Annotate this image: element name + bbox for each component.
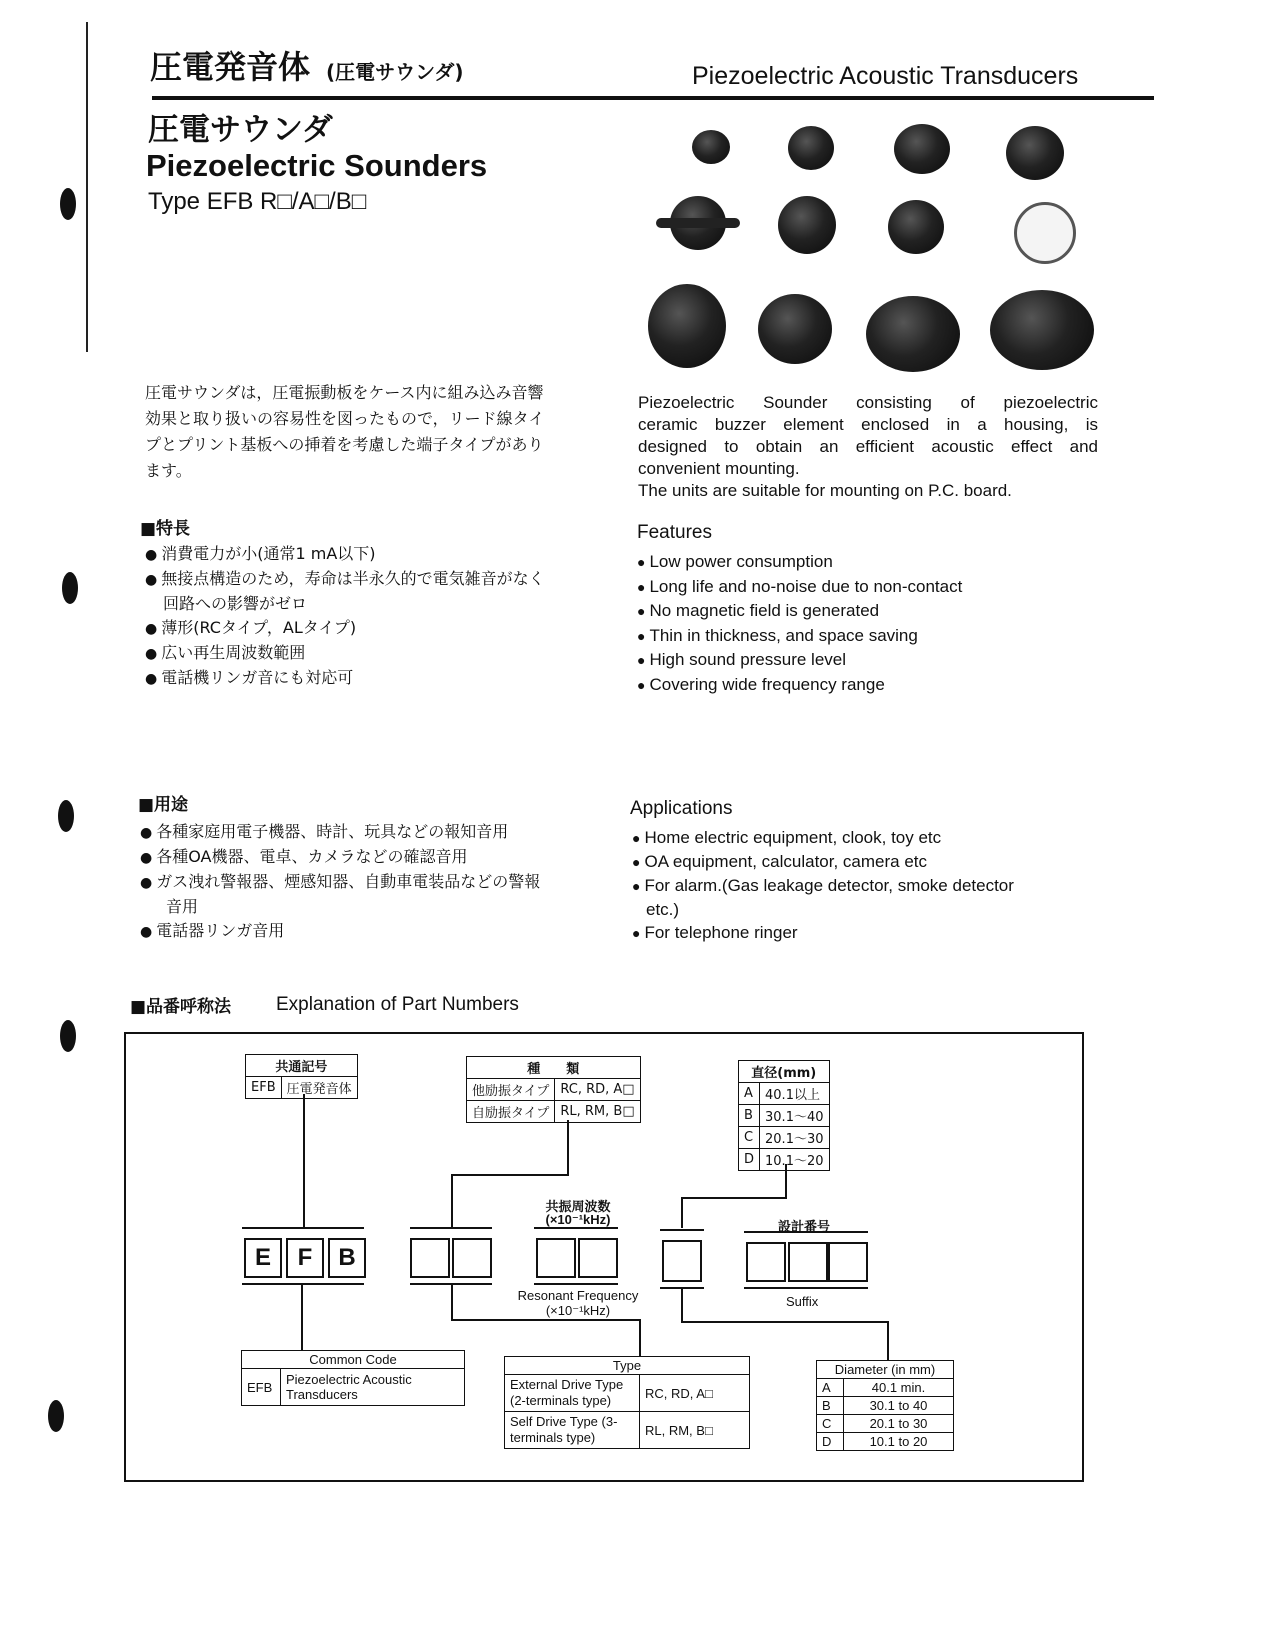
type-code-box [410, 1238, 450, 1278]
table-header: 種 類 [467, 1057, 641, 1079]
table-cell: 他励振タイプ [467, 1079, 555, 1101]
table-cell: 40.1以上 [760, 1083, 830, 1105]
list-item: ● ガス洩れ警報器、煙感知器、自動車電装品などの警報 [140, 870, 540, 895]
resonant-label-en: Resonant Frequency [517, 1288, 639, 1303]
table-cell: 30.1 to 40 [844, 1397, 954, 1415]
type-table-en [504, 1356, 750, 1449]
table-cell: 40.1 min. [844, 1379, 954, 1397]
list-item: ● For telephone ringer [632, 921, 1014, 945]
list-item: ● 電話器リンガ音用 [140, 919, 540, 944]
list-item: etc.) [646, 900, 680, 919]
list-item: ● 各種家庭用電子機器、時計、玩具などの報知音用 [140, 820, 540, 845]
table-cell: A [817, 1379, 844, 1397]
table-header: Common Code [242, 1351, 465, 1369]
resonant-unit-en: (×10⁻¹kHz) [545, 1303, 611, 1318]
type-code-box [452, 1238, 492, 1278]
table-cell: B [817, 1397, 844, 1415]
table-cell: D [739, 1149, 760, 1171]
features-heading-jp: ■特長 [140, 519, 191, 539]
list-item: ● Low power consumption [637, 550, 962, 575]
resonant-code-box [578, 1238, 618, 1278]
table-header: 直径(mm) [739, 1061, 830, 1083]
text-line: convenient mounting. [638, 459, 800, 478]
list-item: ● 消費電力が小(通常1 mA以下) [145, 542, 545, 567]
product-type: Type EFB R□/A□/B□ [148, 188, 367, 215]
suffix-code-box [788, 1242, 828, 1282]
table-cell: A [739, 1083, 760, 1105]
header-title-en: Piezoelectric Acoustic Transducers [692, 62, 1079, 90]
features-heading-en: Features [637, 522, 712, 543]
table-cell: RC, RD, A□ [640, 1375, 750, 1412]
table-cell: 10.1 to 20 [844, 1433, 954, 1451]
table-cell: 30.1～40 [760, 1105, 830, 1127]
table-cell: EFB [242, 1369, 281, 1406]
suffix-label-jp: 設計番号 [778, 1220, 831, 1235]
diameter-table-jp [738, 1060, 830, 1171]
table-cell: D [817, 1433, 844, 1451]
list-item: ● No magnetic field is generated [637, 599, 962, 624]
table-cell: 20.1 to 30 [844, 1415, 954, 1433]
header-title-jp-sub: (圧電サウンダ) [326, 60, 464, 84]
type-table-jp [466, 1056, 641, 1123]
table-header: Type [505, 1357, 750, 1375]
list-item: 音用 [166, 897, 199, 916]
text-line: ます。 [145, 461, 192, 480]
part-numbers-heading-jp: ■品番呼称法 [130, 997, 232, 1017]
resonant-unit: (×10⁻¹kHz) [545, 1212, 611, 1227]
list-item: 回路への影響がゼロ [163, 594, 308, 613]
table-cell: RL, RM, B□ [640, 1412, 750, 1449]
text-line: ceramic buzzer element enclosed in a housing, is [638, 415, 1098, 434]
table-cell: 10.1～20 [760, 1149, 830, 1171]
list-item: ● 電話機リンガ音にも対応可 [145, 666, 545, 691]
list-item: ● Thin in thickness, and space saving [637, 624, 962, 649]
code-letter-f: F [286, 1238, 324, 1278]
table-header: Diameter (in mm) [817, 1361, 954, 1379]
code-letter-e: E [244, 1238, 282, 1278]
common-code-table-jp [245, 1054, 358, 1099]
table-cell: Self Drive Type (3-terminals type) [505, 1412, 640, 1449]
resonant-label-jp: 共振周波数 [545, 1200, 611, 1215]
table-cell: 20.1～30 [760, 1127, 830, 1149]
diameter-table-en [816, 1360, 954, 1451]
suffix-code-box [746, 1242, 786, 1282]
list-item: ● OA equipment, calculator, camera etc [632, 850, 1014, 874]
list-item: ● 無接点構造のため，寿命は半永久的で電気雑音がなく [145, 567, 545, 592]
list-item: ● High sound pressure level [637, 648, 962, 673]
suffix-code-box [828, 1242, 868, 1282]
text-line: プとプリント基板への挿着を考慮した端子タイプがあり [145, 435, 544, 454]
applications-heading-en: Applications [630, 798, 733, 819]
header-title-jp: 圧電発音体 [150, 48, 311, 86]
table-cell: External Drive Type (2-terminals type) [505, 1375, 640, 1412]
applications-heading-jp: ■用途 [138, 795, 189, 815]
table-cell: Piezoelectric Acoustic Transducers [281, 1369, 465, 1406]
text-line: The units are suitable for mounting on P.C. board. [638, 481, 1012, 500]
list-item: ● 各種OA機器、電卓、カメラなどの確認音用 [140, 845, 540, 870]
list-item: ● Covering wide frequency range [637, 673, 962, 698]
text-line: 効果と取り扱いの容易性を図ったもので，リード線タイ [145, 409, 545, 428]
resonant-code-box [536, 1238, 576, 1278]
text-line: 圧電サウンダは，圧電振動板をケース内に組み込み音響 [145, 383, 544, 402]
list-item: ● Long life and no-noise due to non-contact [637, 575, 962, 600]
table-cell: 圧電発音体 [281, 1077, 357, 1099]
list-item: ● 薄形(RCタイプ，ALタイプ) [145, 616, 545, 641]
table-cell: C [817, 1415, 844, 1433]
product-name-jp: 圧電サウンダ [148, 112, 333, 148]
table-cell: B [739, 1105, 760, 1127]
table-cell: 自励振タイプ [467, 1101, 555, 1123]
table-cell: C [739, 1127, 760, 1149]
table-cell: EFB [246, 1077, 282, 1099]
list-item: ● Home electric equipment, clook, toy etc [632, 826, 1014, 850]
suffix-label-en: Suffix [786, 1294, 819, 1309]
list-item: ● 広い再生周波数範囲 [145, 641, 545, 666]
table-cell: RL, RM, B□ [555, 1101, 640, 1123]
list-item: ● For alarm.(Gas leakage detector, smoke detector [632, 874, 1014, 898]
text-line: designed to obtain an efficient acoustic effect and [638, 437, 1098, 456]
table-cell: RC, RD, A□ [555, 1079, 640, 1101]
part-numbers-heading-en: Explanation of Part Numbers [276, 994, 519, 1015]
common-code-table-en [241, 1350, 465, 1406]
text-line: Piezoelectric Sounder consisting of piezoelectric [638, 393, 1098, 412]
code-letter-b: B [328, 1238, 366, 1278]
diameter-code-box [662, 1240, 702, 1282]
table-header: 共通記号 [246, 1055, 358, 1077]
product-name-en: Piezoelectric Sounders [146, 148, 488, 183]
